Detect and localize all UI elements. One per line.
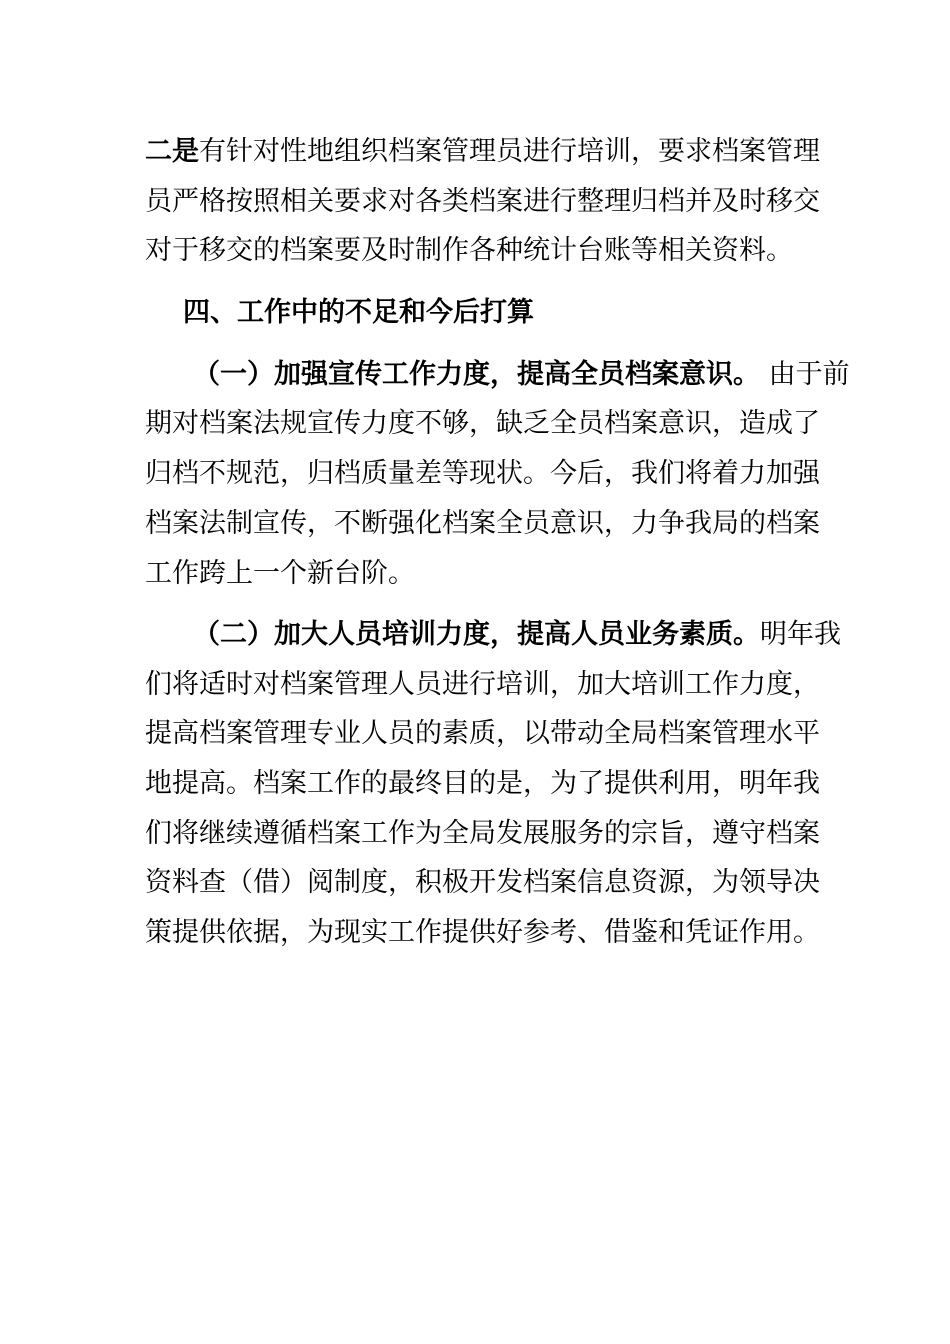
paragraph-1-line-1-text: 有针对性地组织档案管理员进行培训，要求档案管理 xyxy=(199,136,820,167)
paragraph-3-lead: （二）加大人员培训力度，提高人员业务素质。 xyxy=(193,619,760,650)
paragraph-1-line-3: 对于移交的档案要及时制作各种统计台账等相关资料。 xyxy=(145,235,793,266)
paragraph-3-line-1-text: 明年我 xyxy=(760,619,841,650)
paragraph-2-line-3: 归档不规范，归档质量差等现状。今后，我们将着力加强 xyxy=(145,458,820,489)
section-heading: 四、工作中的不足和今后打算 xyxy=(183,297,534,328)
paragraph-2-line-1 xyxy=(193,350,850,400)
paragraph-3-line-3: 提高档案管理专业人员的素质，以带动全局档案管理水平 xyxy=(145,718,820,749)
paragraph-3-line-5: 们将继续遵循档案工作为全局发展服务的宗旨，遵守档案 xyxy=(145,818,820,849)
paragraph-3-line-7: 策提供依据，为现实工作提供好参考、借鉴和凭证作用。 xyxy=(145,917,820,948)
paragraph-3-line-6: 资料查（借）阅制度，积极开发档案信息资源，为领导决 xyxy=(145,867,820,898)
paragraph-3-line-1 xyxy=(193,610,841,660)
paragraph-3-line-2: 们将适时对档案管理人员进行培训，加大培训工作力度， xyxy=(145,669,820,700)
paragraph-1-lead: 二是 xyxy=(145,136,199,167)
paragraph-2-lead: （一）加强宣传工作力度，提高全员档案意识。 xyxy=(193,359,760,390)
paragraph-2-line-4: 档案法制宣传，不断强化档案全员意识，力争我局的档案 xyxy=(145,508,820,539)
paragraph-1-line-2: 员严格按照相关要求对各类档案进行整理归档并及时移交 xyxy=(145,186,820,217)
paragraph-1-line-1 xyxy=(145,127,820,177)
paragraph-3-line-4: 地提高。档案工作的最终目的是，为了提供利用，明年我 xyxy=(145,768,820,799)
paragraph-2-line-2: 期对档案法规宣传力度不够，缺乏全员档案意识，造成了 xyxy=(145,408,820,439)
paragraph-2-line-5: 工作跨上一个新台阶。 xyxy=(145,558,415,589)
paragraph-2-line-1-text: 由于前 xyxy=(760,359,850,390)
